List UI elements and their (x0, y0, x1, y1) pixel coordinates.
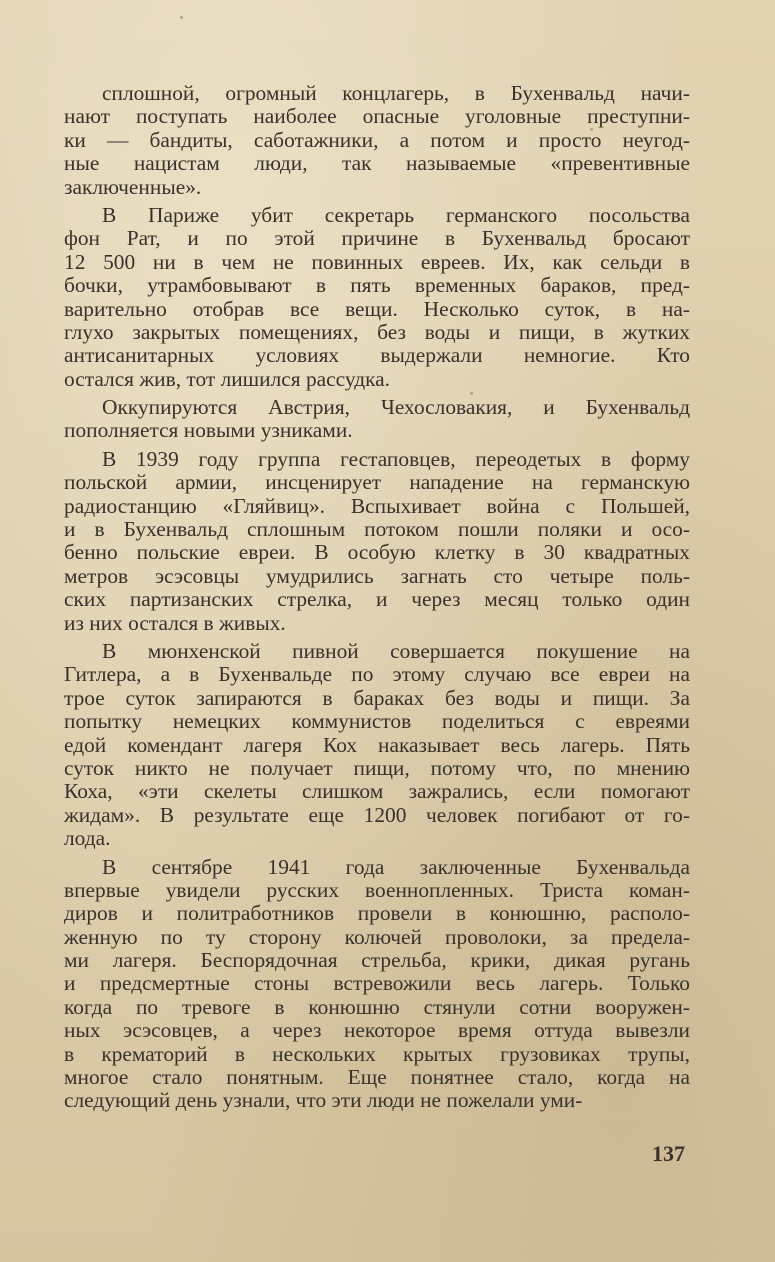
paragraph (64, 204, 690, 391)
text-line: заключенные». (64, 174, 202, 199)
text-line: в крематорий в нескольких крытых грузовиках трупы, (64, 1041, 690, 1066)
paragraph (64, 640, 690, 851)
text-line: впервые увидели русских военнопленных. Триста коман- (64, 877, 690, 902)
text-line: едой комендант лагеря Кох наказывает весь лагерь. Пять (64, 732, 690, 757)
text-line: женную по ту сторону колючей проволоки, за предела- (64, 924, 690, 949)
text-line: польской армии, инсценирует нападение на германскую (64, 470, 690, 495)
paper-speck (590, 128, 593, 131)
text-line: суток никто не получает пищи, потому что, по мнению (64, 755, 690, 780)
text-line: многое стало понятным. Еще понятнее стало, когда на (64, 1065, 690, 1090)
text-line: остался жив, тот лишился рассудка. (64, 366, 390, 391)
paper-speck (470, 392, 473, 395)
text-line: жидам». В результате еще 1200 человек погибают от го- (64, 802, 690, 827)
text-line: бочки, утрамбовывают в пять временных бараков, пред- (64, 273, 690, 298)
text-line: В Париже убит секретарь германского посольства (102, 202, 690, 227)
text-line: диров и политработников провели в конюшню, располо- (64, 901, 690, 926)
text-line: когда по тревоге в конюшню стянули сотни вооружен- (64, 994, 690, 1019)
paragraph (64, 856, 690, 1113)
text-line: варительно отобрав все вещи. Несколько суток, в на- (64, 296, 690, 321)
text-line: В сентябре 1941 года заключенные Бухенвальда (102, 854, 690, 879)
text-line: фон Рат, и по этой причине в Бухенвальд бросают (64, 226, 690, 251)
text-line: ки — бандиты, саботажники, а потом и просто неугод- (64, 127, 690, 152)
text-line: антисанитарных условиях выдержали немногие. Кто (64, 343, 690, 368)
text-line: Гитлера, а в Бухенвальде по этому случаю все евреи на (64, 662, 690, 687)
text-line: лода. (64, 826, 111, 851)
text-line: 12 500 ни в чем не повинных евреев. Их, как сельди в (64, 249, 690, 274)
text-line: ных эсэсовцев, а через некоторое время оттуда вывезли (64, 1018, 690, 1043)
text-line: глухо закрытых помещениях, без воды и пищи, в жутких (64, 319, 690, 344)
text-line: радиостанцию «Гляйвиц». Вспыхивает война с Польшей, (64, 493, 690, 518)
text-line: попытку немецких коммунистов поделиться с евреями (64, 709, 690, 734)
paragraph (64, 82, 690, 199)
text-line: и предсмертные стоны встревожили весь лагерь. Только (64, 971, 690, 996)
text-line: и в Бухенвальд сплошным потоком пошли поляки и осо- (64, 517, 690, 542)
text-line: ные нацистам люди, так называемые «превентивные (64, 151, 690, 176)
text-line: сплошной, огромный концлагерь, в Бухенвальд начи- (102, 81, 690, 105)
text-line: метров эсэсовцы умудрились загнать сто четыре поль- (64, 563, 690, 588)
text-line: трое суток запираются в бараках без воды и пищи. За (64, 685, 690, 710)
paper-speck (180, 16, 183, 19)
body-text (64, 82, 690, 1118)
text-line: бенно польские евреи. В особую клетку в 30 квадратных (64, 540, 690, 565)
text-line: ских партизанских стрелка, и через месяц только один (64, 587, 690, 612)
paragraph (64, 396, 690, 443)
text-line: В 1939 году группа гестаповцев, переодетых в форму (102, 446, 690, 471)
text-line: В мюнхенской пивной совершается покушение на (102, 638, 690, 663)
text-line: Коха, «эти скелеты слишком зажрались, если помогают (64, 779, 690, 804)
paragraph (64, 448, 690, 635)
page-number: 137 (652, 1141, 685, 1166)
text-line: пополняется новыми узниками. (64, 418, 353, 443)
text-line: следующий день узнали, что эти люди не пожелали уми- (64, 1088, 583, 1113)
text-line: ми лагеря. Беспорядочная стрельба, крики, дикая ругань (64, 948, 690, 973)
text-line: нают поступать наиболее опасные уголовные преступни- (64, 104, 690, 129)
text-line: Оккупируются Австрия, Чехословакия, и Бухенвальд (102, 395, 690, 420)
text-line: из них остался в живых. (64, 610, 286, 635)
